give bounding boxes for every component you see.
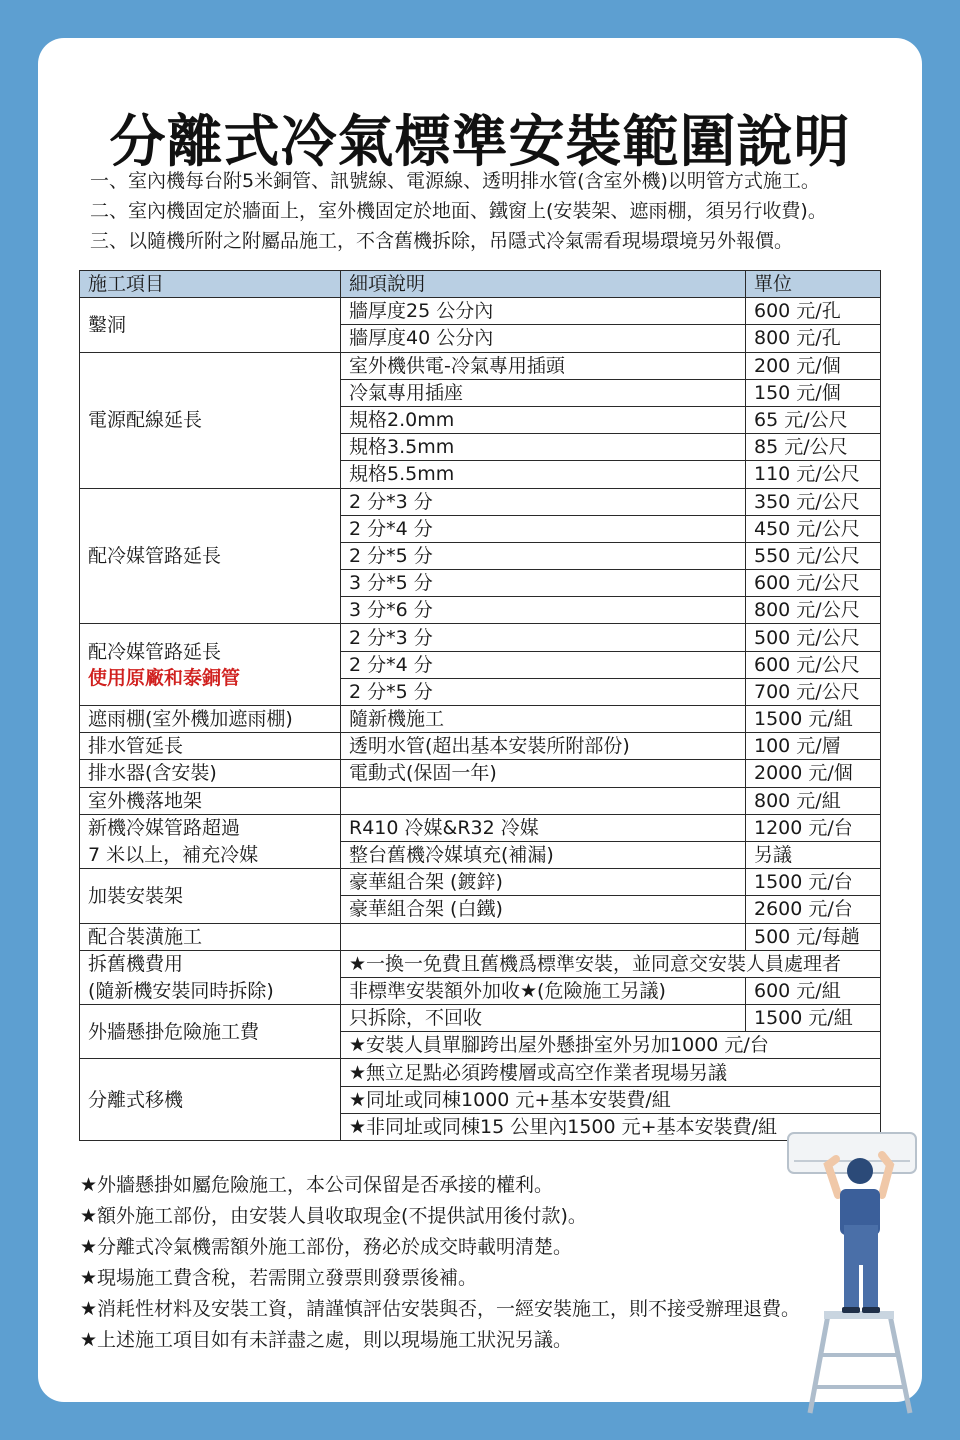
detail-cell: R410 冷媒&R32 冷媒	[341, 814, 746, 841]
detail-cell: 2 分*3 分	[341, 624, 746, 651]
price-cell: 550 元/公尺	[746, 542, 881, 569]
item-cell: 外牆懸掛危險施工費	[80, 1005, 341, 1059]
detail-cell: 冷氣專用插座	[341, 379, 746, 406]
detail-cell: 規格2.0mm	[341, 406, 746, 433]
item-cell: 鑿洞	[80, 298, 341, 352]
price-cell: 1500 元/組	[746, 1005, 881, 1032]
table-row	[80, 298, 881, 325]
detail-cell-wide: ★同址或同棟1000 元+基本安裝費/組	[341, 1086, 881, 1113]
intro-item: 一、室內機每台附5米銅管、訊號線、電源線、透明排水管(含室外機)以明管方式施工。	[90, 170, 820, 192]
price-cell: 1500 元/台	[746, 869, 881, 896]
price-cell: 85 元/公尺	[746, 434, 881, 461]
table-header-row	[80, 271, 881, 298]
item-label: 配冷媒管路延長	[88, 640, 222, 663]
table-row	[80, 923, 881, 950]
table-row	[80, 950, 881, 977]
header-item: 施工項目	[80, 271, 341, 298]
detail-cell: 只拆除，不回收	[341, 1005, 746, 1032]
item-cell: 排水管延長	[80, 733, 341, 760]
technician-illustration	[740, 1115, 920, 1415]
price-cell: 800 元/組	[746, 787, 881, 814]
detail-cell: 3 分*6 分	[341, 597, 746, 624]
item-cell: 遮雨棚(室外機加遮雨棚)	[80, 706, 341, 733]
detail-cell: 整台舊機冷媒填充(補漏)	[341, 841, 746, 868]
detail-cell: 規格5.5mm	[341, 461, 746, 488]
detail-cell-wide: ★非同址或同棟15 公里內1500 元+基本安裝費/組	[341, 1113, 881, 1140]
detail-cell: 2 分*3 分	[341, 488, 746, 515]
item-cell: (隨新機安裝同時拆除)	[80, 977, 341, 1004]
detail-cell: 非標準安裝額外加收★(危險施工另議)	[341, 977, 746, 1004]
price-cell: 600 元/組	[746, 977, 881, 1004]
price-table	[79, 270, 881, 1141]
notes-list	[80, 1170, 800, 1356]
price-cell: 450 元/公尺	[746, 515, 881, 542]
note-item: ★消耗性材料及安裝工資，請謹慎評估安裝與否，一經安裝施工，則不接受辦理退費。	[80, 1298, 801, 1320]
page-title: 分離式冷氣標準安裝範圍說明	[109, 110, 851, 175]
table-row	[80, 1059, 881, 1086]
header-detail: 細項說明	[341, 271, 746, 298]
item-cell: 電源配線延長	[80, 352, 341, 488]
detail-cell: 透明水管(超出基本安裝所附部份)	[341, 733, 746, 760]
price-cell: 2600 元/台	[746, 896, 881, 923]
detail-cell	[341, 787, 746, 814]
detail-cell-wide: ★一換一免費且舊機爲標準安裝，並同意交安裝人員處理者	[341, 950, 881, 977]
table-row	[80, 733, 881, 760]
detail-cell-wide: ★無立足點必須跨樓層或高空作業者現場另議	[341, 1059, 881, 1086]
item-cell	[80, 624, 341, 706]
price-cell: 500 元/公尺	[746, 624, 881, 651]
table-row	[80, 624, 881, 651]
price-cell: 100 元/層	[746, 733, 881, 760]
item-cell: 配冷媒管路延長	[80, 488, 341, 624]
item-cell: 拆舊機費用	[80, 950, 341, 977]
detail-cell: 牆厚度25 公分內	[341, 298, 746, 325]
detail-cell: 牆厚度40 公分內	[341, 325, 746, 352]
detail-cell: 2 分*5 分	[341, 678, 746, 705]
price-cell: 600 元/公尺	[746, 570, 881, 597]
table-row	[80, 787, 881, 814]
price-cell: 350 元/公尺	[746, 488, 881, 515]
price-cell: 600 元/公尺	[746, 651, 881, 678]
table-row	[80, 841, 881, 868]
table-row	[80, 1005, 881, 1032]
header-unit: 單位	[746, 271, 881, 298]
price-cell: 800 元/公尺	[746, 597, 881, 624]
note-item: ★分離式冷氣機需額外施工部份，務必於成交時載明清楚。	[80, 1236, 573, 1258]
item-cell: 分離式移機	[80, 1059, 341, 1141]
item-cell: 排水器(含安裝)	[80, 760, 341, 787]
detail-cell: 2 分*5 分	[341, 542, 746, 569]
item-cell: 室外機落地架	[80, 787, 341, 814]
table-row	[80, 814, 881, 841]
intro-item: 三、以隨機所附之附屬品施工，不含舊機拆除，吊隱式冷氣需看現場環境另外報價。	[90, 230, 794, 252]
item-cell: 7 米以上，補充冷媒	[80, 841, 341, 868]
detail-cell: 豪華組合架 (鍍鋅)	[341, 869, 746, 896]
detail-cell: 電動式(保固一年)	[341, 760, 746, 787]
table-row	[80, 869, 881, 896]
item-cell: 配合裝潢施工	[80, 923, 341, 950]
detail-cell: 3 分*5 分	[341, 570, 746, 597]
price-cell: 800 元/孔	[746, 325, 881, 352]
note-item: ★上述施工項目如有未詳盡之處，則以現場施工狀況另議。	[80, 1329, 573, 1351]
price-cell: 700 元/公尺	[746, 678, 881, 705]
detail-cell: 規格3.5mm	[341, 434, 746, 461]
price-cell: 600 元/孔	[746, 298, 881, 325]
detail-cell: 2 分*4 分	[341, 651, 746, 678]
detail-cell	[341, 923, 746, 950]
note-item: ★外牆懸掛如屬危險施工，本公司保留是否承接的權利。	[80, 1174, 554, 1196]
intro-item: 二、室內機固定於牆面上，室外機固定於地面、鐵窗上(安裝架、遮雨棚，須另行收費)。	[90, 200, 827, 222]
item-highlight-note: 使用原廠和泰銅管	[88, 666, 241, 689]
detail-cell: 室外機供電-冷氣專用插頭	[341, 352, 746, 379]
price-cell: 65 元/公尺	[746, 406, 881, 433]
price-cell: 2000 元/個	[746, 760, 881, 787]
price-cell: 1500 元/組	[746, 706, 881, 733]
table-row	[80, 760, 881, 787]
note-item: ★額外施工部份，由安裝人員收取現金(不提供試用後付款)。	[80, 1205, 587, 1227]
detail-cell-wide: ★安裝人員單腳跨出屋外懸掛室外另加1000 元/台	[341, 1032, 881, 1059]
detail-cell: 隨新機施工	[341, 706, 746, 733]
intro-list	[90, 166, 827, 256]
table-row	[80, 352, 881, 379]
price-cell: 500 元/每趟	[746, 923, 881, 950]
price-cell: 1200 元/台	[746, 814, 881, 841]
price-cell: 200 元/個	[746, 352, 881, 379]
item-cell: 加裝安裝架	[80, 869, 341, 923]
price-cell: 另議	[746, 841, 881, 868]
table-row	[80, 706, 881, 733]
table-row	[80, 977, 881, 1004]
price-cell: 110 元/公尺	[746, 461, 881, 488]
price-cell: 150 元/個	[746, 379, 881, 406]
item-cell: 新機冷媒管路超過	[80, 814, 341, 841]
note-item: ★現場施工費含稅，若需開立發票則發票後補。	[80, 1267, 478, 1289]
detail-cell: 豪華組合架 (白鐵)	[341, 896, 746, 923]
table-row	[80, 488, 881, 515]
detail-cell: 2 分*4 分	[341, 515, 746, 542]
